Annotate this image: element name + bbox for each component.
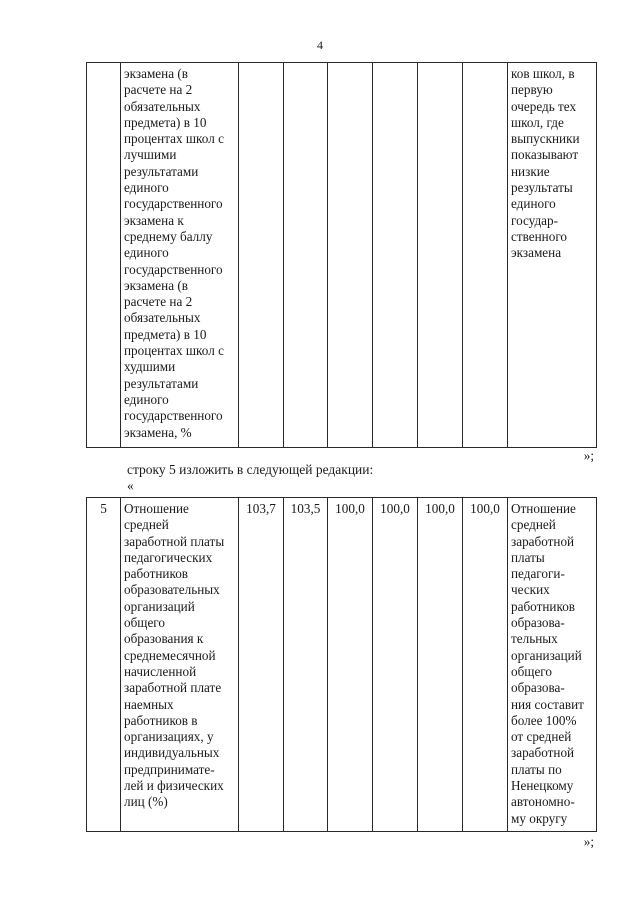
indicators-table-row-5 xyxy=(86,497,597,832)
value-cell: 100,0 xyxy=(328,498,373,832)
page-number: 4 xyxy=(317,38,323,52)
instruction-text: строку 5 изложить в следующей редакции: xyxy=(127,462,374,477)
expected-result-cell: Отношение средней заработной платы педагоги- ческих работников образова- тельных организаций общего образова- ния составит более 100% от средней заработной платы по Ненецкому автономно- му округу xyxy=(508,498,597,832)
value-cell xyxy=(328,63,373,448)
closing-quote: »; xyxy=(583,834,594,849)
value-cell xyxy=(373,63,418,448)
value-cell: 100,0 xyxy=(463,498,508,832)
opening-quote: « xyxy=(127,478,134,493)
value-cell: 100,0 xyxy=(418,498,463,832)
value-cell xyxy=(284,63,328,448)
row-number-cell: 5 xyxy=(87,498,121,832)
value-cell: 100,0 xyxy=(373,498,418,832)
value-cell xyxy=(418,63,463,448)
value-cell xyxy=(463,63,508,448)
indicator-description-cell: Отношение средней заработной платы педагогических работников образовательных организаций общего образования к среднемесячной начисленной заработной плате наемных работников в организациях, у индивидуальных предпринимате- лей и физических лиц (%) xyxy=(121,498,239,832)
indicators-table-continued xyxy=(86,62,597,448)
closing-quote: »; xyxy=(583,448,594,463)
indicator-description-cell: экзамена (в расчете на 2 обязательных предмета) в 10 процентах школ с лучшими результатами единого государственного экзамена к среднему баллу единого государственного экзамена (в расчете на 2 обязательных предмета) в 10 процентах школ с худшими результатами единого государственного экзамена, % xyxy=(121,63,239,448)
expected-result-cell: ков школ, в первую очередь тех школ, где выпускники показывают низкие результаты единого государ- ственного экзамена xyxy=(508,63,597,448)
value-cell: 103,5 xyxy=(284,498,328,832)
value-cell xyxy=(239,63,284,448)
amendment-instruction xyxy=(127,462,373,494)
table-row xyxy=(87,498,597,832)
table-row xyxy=(87,63,597,448)
row-number-cell xyxy=(87,63,121,448)
value-cell: 103,7 xyxy=(239,498,284,832)
